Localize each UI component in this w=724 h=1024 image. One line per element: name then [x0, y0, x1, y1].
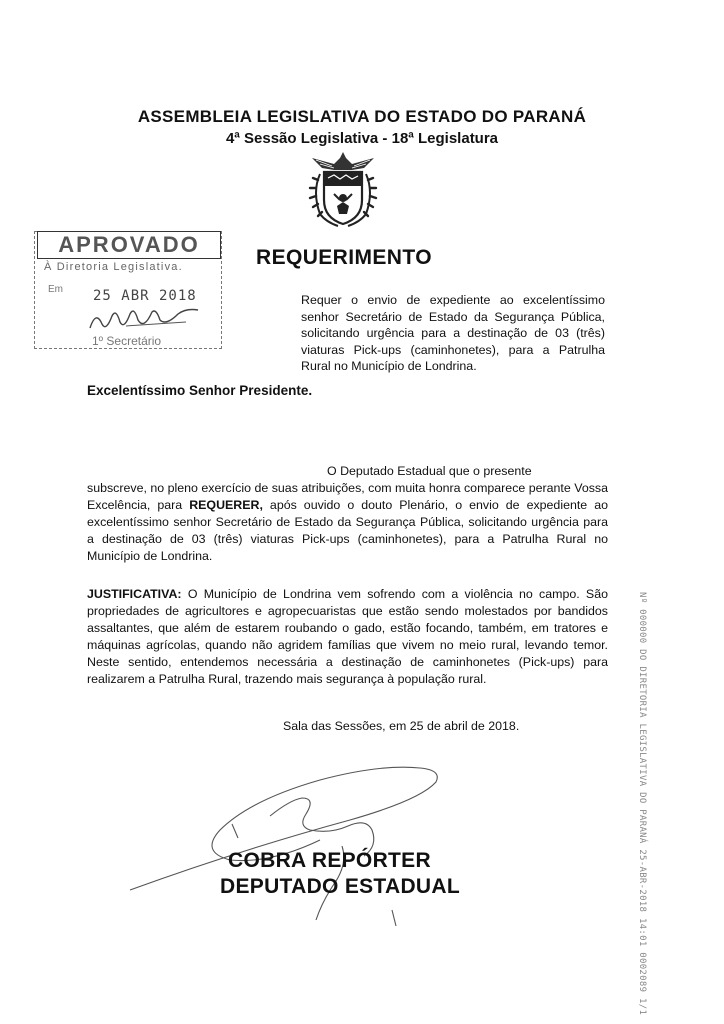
request-body-pre: subscreve, no pleno exercício de suas atribuições, com muita honra comparece perante Vossa Excelência, para	[87, 481, 608, 512]
stamp-date: 25 ABR 2018	[93, 288, 197, 304]
stamp-em-label: Em	[48, 284, 63, 295]
document-type-title: REQUERIMENTO	[256, 246, 432, 269]
stamp-initials-signature	[86, 300, 206, 336]
justification-label: JUSTIFICATIVA:	[87, 587, 182, 601]
protocol-stamp-text: Nº 000000 DO DIRETORIA LEGISLATIVA DO PARANÁ 25-ABR-2018 14:01 0002089 1/1	[637, 592, 647, 1016]
signatory-role: DEPUTADO ESTADUAL	[220, 875, 460, 898]
stamp-directorate: À Diretoria Legislativa.	[44, 261, 183, 273]
coat-of-arms-icon	[304, 148, 382, 230]
signatory-name: COBRA REPÓRTER	[228, 849, 431, 872]
request-body-bold: REQUERER,	[189, 498, 263, 512]
justification	[87, 586, 608, 688]
request-body-post: após ouvido o douto Plenário, o envio de expediente ao excelentíssimo senhor Secretário de Estado da Segurança Pública, solicitando urgência para a destinação de 03 (três) viaturas Pick-ups (caminhonetes), para a Patrulha Rural no Município de Londrina.	[87, 498, 608, 563]
request-body-first-line: O Deputado Estadual que o presente	[327, 464, 532, 478]
request-body	[87, 463, 608, 565]
header-subtitle: 4ª Sessão Legislativa - 18ª Legislatura	[225, 130, 499, 147]
stamp-secretary: 1º Secretário	[92, 334, 162, 348]
session-date: Sala das Sessões, em 25 de abril de 2018.	[283, 719, 520, 733]
stamp-title: APROVADO	[37, 231, 221, 259]
salutation: Excelentíssimo Senhor Presidente.	[87, 383, 313, 398]
protocol-stamp	[635, 592, 651, 1016]
justification-text: O Município de Londrina vem sofrendo com a violência no campo. São propriedades de agricultores e agropecuaristas que estão sendo molestados por bandidos assaltantes, que além de estarem roubando o gado, estão focando, também, em tratores e máquinas agrícolas, quando não agridem famílias que vivem no meio rural, levando temor. Neste sentido, entendemos necessária a destinação de caminhonetes (Pick-ups) para realizarem a Patrulha Rural, trazendo mais segurança à população rural.	[87, 587, 608, 686]
document-summary: Requer o envio de expediente ao excelentíssimo senhor Secretário de Estado da Segurança Pública, solicitando urgência para a destinação de 03 (três) viaturas Pick-ups (caminhonetes), para a Patrulha Rural no Município de Londrina.	[301, 293, 605, 373]
header-title: ASSEMBLEIA LEGISLATIVA DO ESTADO DO PARANÁ	[137, 107, 587, 126]
